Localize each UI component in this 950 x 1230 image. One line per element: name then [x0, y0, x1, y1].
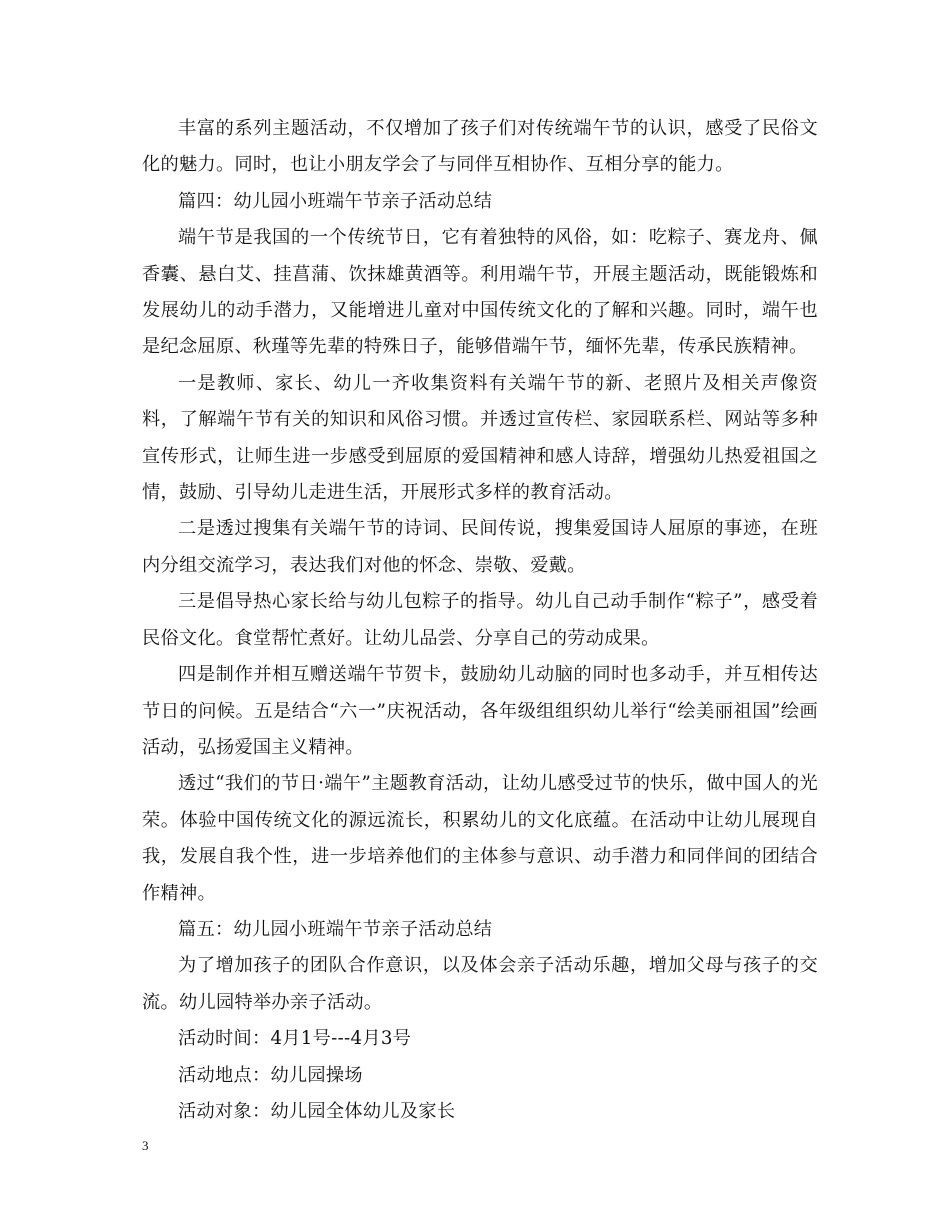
section-heading-part-five: 篇五：幼儿园小班端午节亲子活动总结	[178, 918, 493, 940]
paragraph-activity-time: 活动时间：4月1号---4月3号	[178, 1028, 412, 1050]
paragraph-activity-four-five: 四是制作并相互赠送端午节贺卡，鼓励幼儿动脑的同时也多动手，并互相传达节日的问候。五是结合“六一”庆祝活动，各年级组组织幼儿举行“绘美丽祖国”绘画活动，弘扬爱国主义精神。	[142, 664, 818, 758]
paragraph-activity-participants: 活动对象：幼儿园全体幼儿及家长	[178, 1100, 456, 1122]
paragraph-activity-one: 一是教师、家长、幼儿一齐收集资料有关端午节的新、老照片及相关声像资料，了解端午节有关的知识和风俗习惯。并透过宣传栏、家园联系栏、网站等多种宣传形式，让师生进一步感受到屈原的爱国精神和感人诗辞，增强幼儿热爱祖国之情，鼓励、引导幼儿走进生活，开展形式多样的教育活动。	[142, 372, 818, 504]
paragraph-activity-two: 二是透过搜集有关端午节的诗词、民间传说，搜集爱国诗人屈原的事迹，在班内分组交流学习，表达我们对他的怀念、崇敬、爱戴。	[142, 518, 818, 576]
paragraph-purpose: 为了增加孩子的团队合作意识，以及体会亲子活动乐趣，增加父母与孩子的交流。幼儿园特举办亲子活动。	[142, 955, 818, 1013]
page-number: 3	[142, 1138, 149, 1153]
paragraph-activity-location: 活动地点：幼儿园操场	[178, 1064, 363, 1086]
paragraph-conclusion: 透过“我们的节日·端午”主题教育活动，让幼儿感受过节的快乐，做中国人的光荣。体验中国传统文化的源远流长，积累幼儿的文化底蕴。在活动中让幼儿展现自我，发展自我个性，进一步培养他们的主体参与意识、动手潜力和同伴间的团结合作精神。	[142, 773, 818, 904]
paragraph-festival-customs: 端午节是我国的一个传统节日，它有着独特的风俗，如：吃粽子、赛龙舟、佩香囊、悬白艾、挂菖蒲、饮抹雄黄酒等。利用端午节，开展主题活动，既能锻炼和发展幼儿的动手潜力，又能增进儿童对中国传统文化的了解和兴趣。同时，端午也是纪念屈原、秋瑾等先辈的特殊日子，能够借端午节，缅怀先辈，传承民族精神。	[142, 227, 818, 358]
document-body	[142, 111, 818, 1130]
paragraph-intro-continuation: 丰富的系列主题活动，不仅增加了孩子们对传统端午节的认识，感受了民俗文化的魅力。同时，也让小朋友学会了与同伴互相协作、互相分享的能力。	[142, 118, 818, 176]
section-heading-part-four: 篇四：幼儿园小班端午节亲子活动总结	[178, 190, 493, 212]
paragraph-activity-three: 三是倡导热心家长给与幼儿包粽子的指导。幼儿自己动手制作“粽子”，感受着民俗文化。食堂帮忙煮好。让幼儿品尝、分享自己的劳动成果。	[142, 591, 818, 649]
